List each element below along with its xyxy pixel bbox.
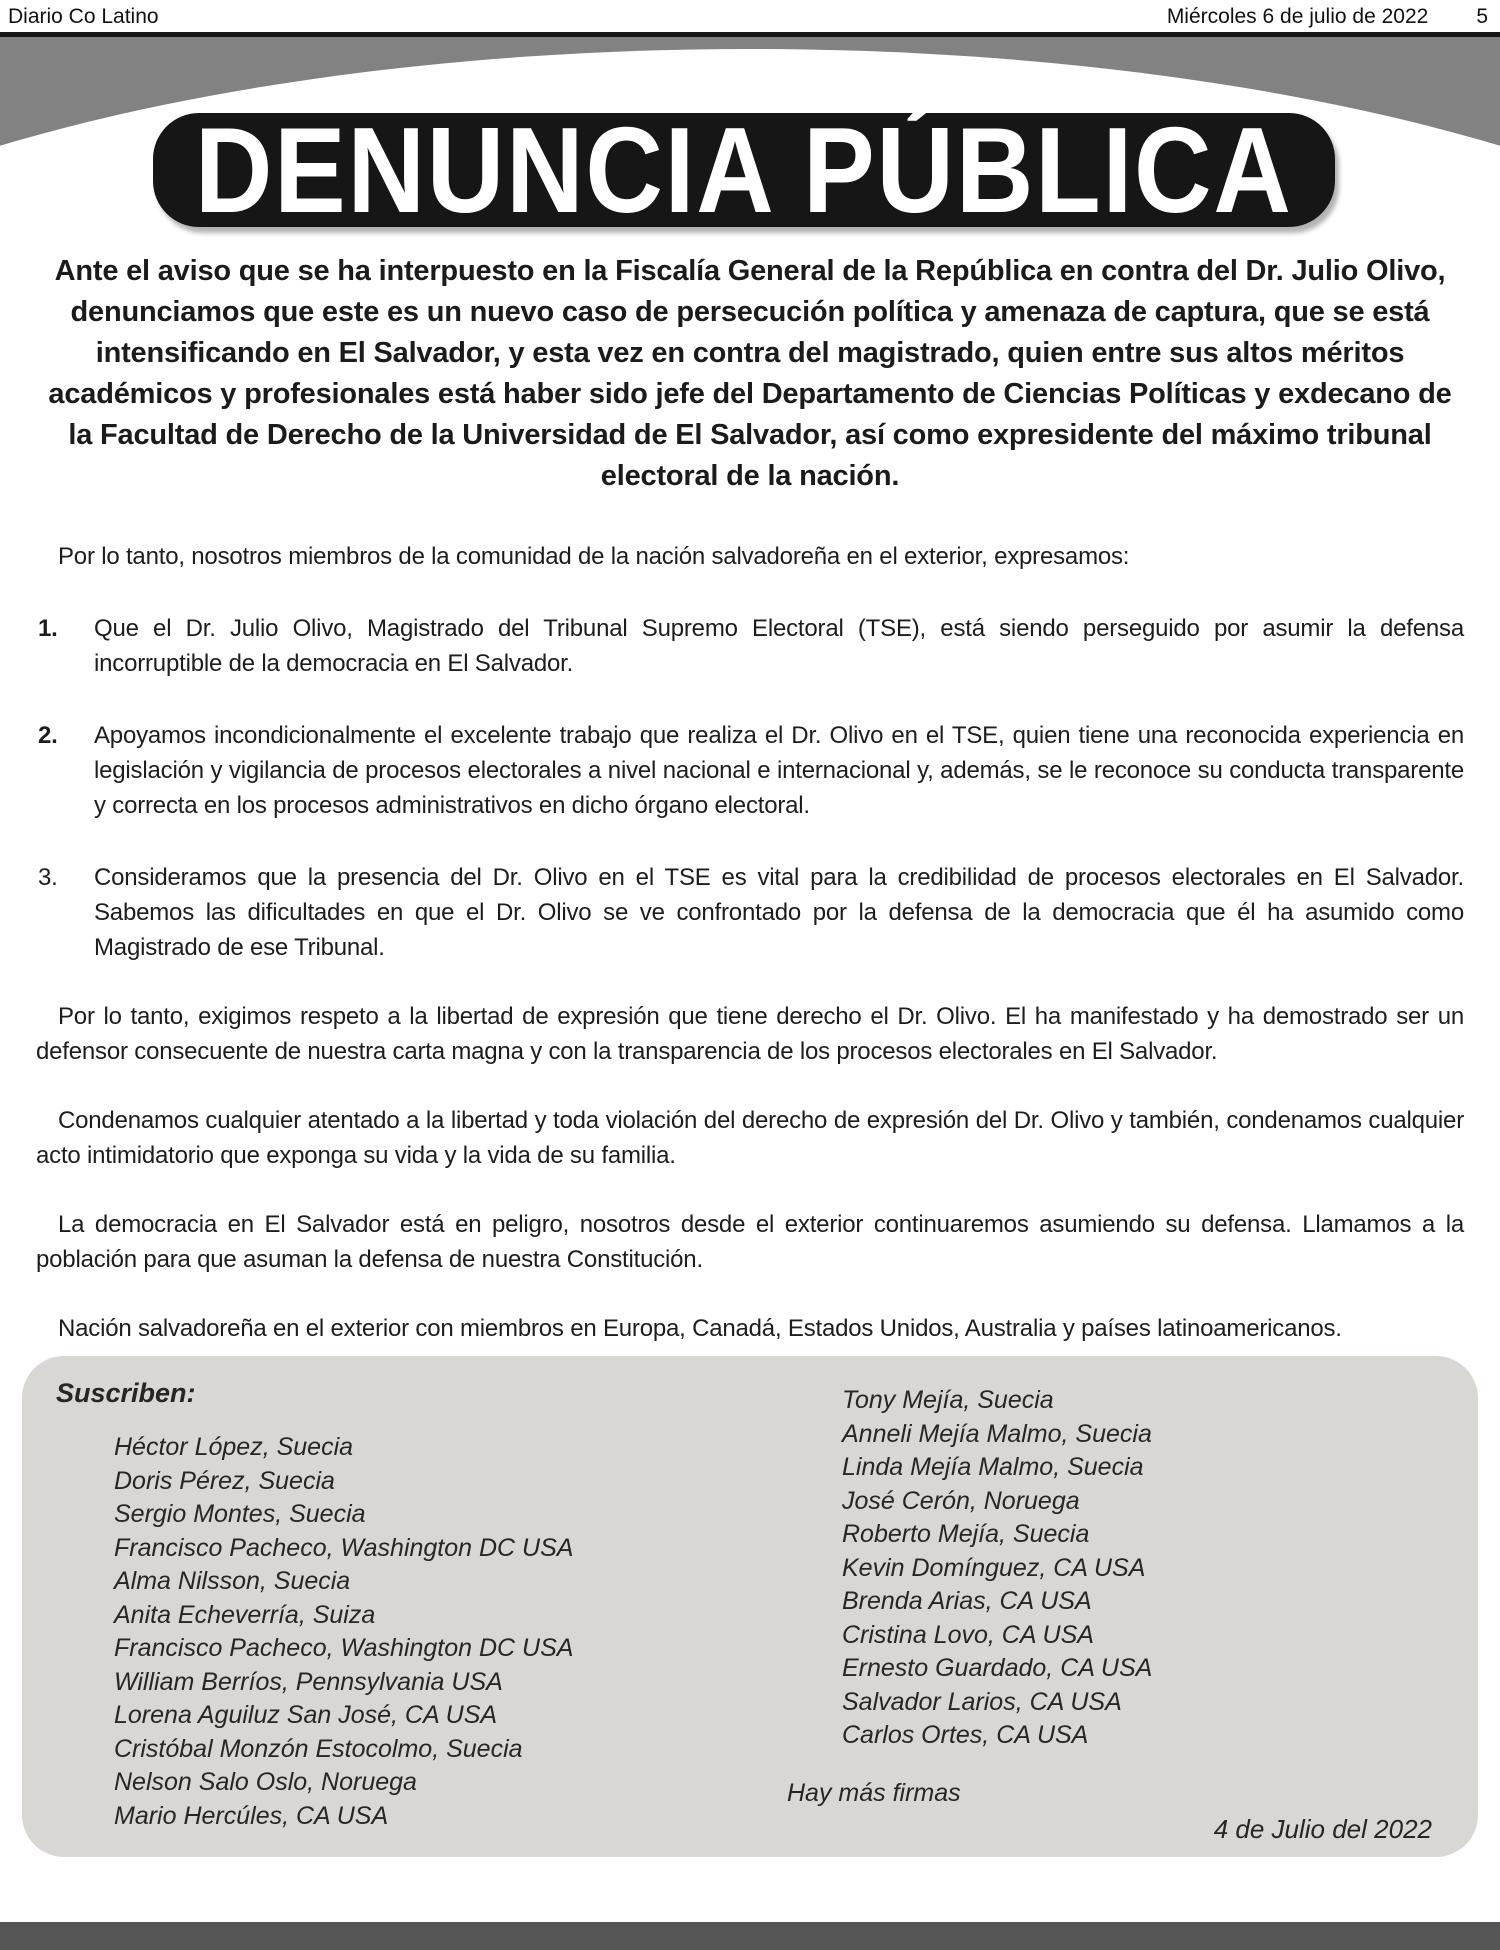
signatures-left-list xyxy=(114,1431,757,1833)
masthead xyxy=(0,0,1500,29)
item-number: 3. xyxy=(38,864,58,891)
intro-paragraph: Ante el aviso que se ha interpuesto en la Fiscalía General de la República en contra del Dr. Julio Olivo, denunciamos que este es un nuevo caso de persecución política y amenaza de captura, que se está intensificando en El Salvador, y esta vez en contra del magistrado, quien entre sus altos méritos académicos y profesionales está haber sido jefe del Departamento de Ciencias Políticas y exdecano de la Facultad de Derecho de la Universidad de El Salvador, así como expresidente del máximo tribunal electoral de la nación. xyxy=(48,255,1452,492)
signatory: Héctor López, Suecia xyxy=(114,1433,354,1461)
bottom-bar xyxy=(0,1922,1500,1950)
body-paragraph: Condenamos cualquier atentado a la libertad y toda violación del derecho de expresión del Dr. Olivo y también, condenamos cualquier acto intimidatorio que exponga su vida y la vida de su familia. xyxy=(36,1107,1464,1169)
signatures-right-column xyxy=(757,1370,1458,1845)
title-pill xyxy=(153,102,1335,238)
numbered-item-2 xyxy=(36,718,1464,823)
signatory: Kevin Domínguez, CA USA xyxy=(842,1553,1146,1582)
signature-date: 4 de Julio del 2022 xyxy=(1213,1813,1432,1844)
signatory: William Berríos, Pennsylvania USA xyxy=(114,1667,503,1696)
signatory: Mario Hercúles, CA USA xyxy=(114,1801,389,1830)
signatory: Nelson Salo Oslo, Noruega xyxy=(114,1768,417,1796)
item-text: Que el Dr. Julio Olivo, Magistrado del Tribunal Supremo Electoral (TSE), está siendo perseguido por asumir la defensa incorruptible de la democracia en El Salvador. xyxy=(94,615,1464,677)
signatory: Francisco Pacheco, Washington DC USA xyxy=(114,1634,574,1662)
signatures-box xyxy=(22,1356,1478,1857)
signatory: Lorena Aguiluz San José, CA USA xyxy=(114,1701,498,1729)
signatory: Cristina Lovo, CA USA xyxy=(842,1620,1094,1649)
masthead-page-number: 5 xyxy=(1476,5,1488,28)
article-body xyxy=(0,235,1500,1346)
signatory: José Cerón, Noruega xyxy=(842,1486,1080,1515)
item-text: Apoyamos incondicionalmente el excelente trabajo que realiza el Dr. Olivo en el TSE, quien tiene una reconocida experiencia en legislación y vigilancia de procesos electorales a nivel nacional e internacional y, además, se le reconoce su conducta transparente y correcta en los procesos administrativos en dicho órgano electoral. xyxy=(94,722,1464,819)
page-title: DENUNCIA PÚBLICA xyxy=(195,102,1293,238)
numbered-item-3 xyxy=(36,860,1464,965)
signatory: Linda Mejía Malmo, Suecia xyxy=(842,1453,1144,1481)
signatory: Alma Nilsson, Suecia xyxy=(114,1567,351,1595)
signatures-right-list xyxy=(842,1384,1458,1753)
signatory: Anita Echeverría, Suiza xyxy=(114,1600,376,1629)
item-number: 1. xyxy=(38,615,58,642)
signatory: Brenda Arias, CA USA xyxy=(842,1587,1092,1615)
signatory: Roberto Mejía, Suecia xyxy=(842,1520,1090,1548)
signatory: Carlos Ortes, CA USA xyxy=(842,1721,1089,1749)
signatory: Cristóbal Monzón Estocolmo, Suecia xyxy=(114,1734,523,1763)
masthead-right xyxy=(1167,5,1488,29)
more-signatures-note: Hay más firmas xyxy=(787,1778,961,1807)
signatures-left-column xyxy=(56,1370,757,1845)
signatures-heading: Suscriben: xyxy=(56,1378,196,1408)
body-paragraph: Por lo tanto, exigimos respeto a la libertad de expresión que tiene derecho el Dr. Olivo. El ha manifestado y ha demostrado ser un defensor consecuente de nuestra carta magna y con la transparencia de los procesos electorales en El Salvador. xyxy=(36,1003,1464,1065)
lead-paragraph: Por lo tanto, nosotros miembros de la comunidad de la nación salvadoreña en el exterior, expresamos: xyxy=(58,543,1130,570)
banner xyxy=(0,37,1500,238)
signatory: Francisco Pacheco, Washington DC USA xyxy=(114,1533,574,1562)
signatory: Doris Pérez, Suecia xyxy=(114,1466,335,1495)
body-paragraph: La democracia en El Salvador está en peligro, nosotros desde el exterior continuaremos asumiendo su defensa. Llamamos a la población para que asuman la defensa de nuestra Constitución. xyxy=(36,1211,1464,1273)
numbered-item-1 xyxy=(36,611,1464,681)
item-number: 2. xyxy=(38,722,58,749)
body-paragraph: Nación salvadoreña en el exterior con miembros en Europa, Canadá, Estados Unidos, Australia y países latinoamericanos. xyxy=(58,1315,1342,1342)
signatory: Sergio Montes, Suecia xyxy=(114,1500,366,1528)
signatory: Anneli Mejía Malmo, Suecia xyxy=(842,1419,1152,1448)
masthead-date: Miércoles 6 de julio de 2022 xyxy=(1166,5,1429,28)
signatory: Ernesto Guardado, CA USA xyxy=(842,1654,1153,1682)
signatory: Tony Mejía, Suecia xyxy=(842,1386,1054,1414)
item-text: Consideramos que la presencia del Dr. Olivo en el TSE es vital para la credibilidad de procesos electorales en El Salvador. Sabemos las dificultades en que el Dr. Olivo se ve confrontado por la defensa de la democracia que él ha asumido como Magistrado de ese Tribunal. xyxy=(94,864,1464,961)
signatory: Salvador Larios, CA USA xyxy=(842,1687,1122,1716)
masthead-paper-name: Diario Co Latino xyxy=(8,5,159,28)
